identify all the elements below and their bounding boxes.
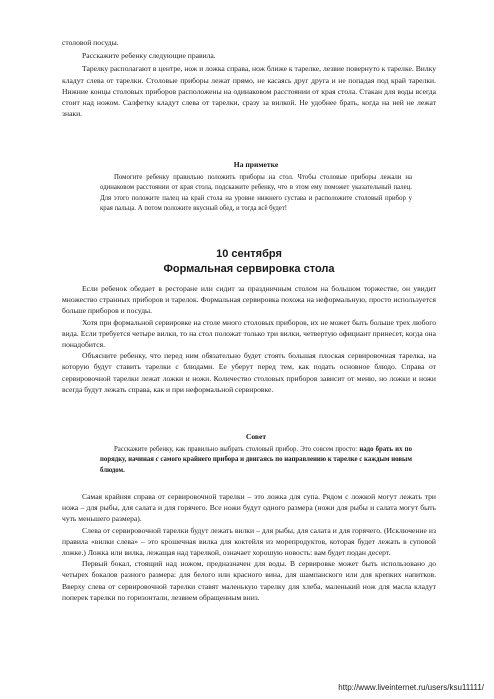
paragraph: столовой посуды. xyxy=(62,38,119,47)
section-title: Формальная сервировка стола xyxy=(163,263,335,275)
hint-box xyxy=(100,160,412,214)
paragraph: Тарелку располагают в центре, нож и ложка справа, нож ближе к тарелке, лезвие повернуто к тарелке. Вилку кладут слева от тарелки. Столовые приборы лежат прямо, не касаясь друг друга и не попадая под край тарелки. Нижние концы столовых приборов расположены на одинаковом расстоянии от края стола. Стакан для воды всегда стоит над ножом. Салфетку кладут слева от тарелки, сразу за вилкой. Не удобнее брать, когда на ней не лежат знаки. xyxy=(62,64,436,119)
advice-text-bold: надо брать их по порядку, начиная с самого крайнего прибора и двигаясь по направлению к тарелке с каждым новым блюдом. xyxy=(100,446,412,474)
bottom-text-block xyxy=(62,491,436,603)
section-date: 10 сентября xyxy=(216,248,282,260)
footer-url: http://www.liveinternet.ru/users/ksu11111/ xyxy=(338,683,484,692)
paragraph: Объясните ребенку, что перед ним обязательно будет стоять большая плоская сервировочная тарелка, на которую будут ставить тарелки с блюдами. Ее уберут перед тем, как подать основное блюдо. Справа от сервировочной тарелки лежат ложки и ножи. Количество столовых приборов зависит от меню, но ложки и ножи всегда будут лежать справа, как и при неформальной сервировке. xyxy=(62,351,436,394)
paragraph: Расскажите ребенку следующие правила. xyxy=(82,51,216,61)
advice-text: Расскажите ребенку, как правильно выбрать столовый прибор. Это совсем просто: xyxy=(114,446,358,454)
advice-box xyxy=(100,432,412,476)
main-text-block xyxy=(62,283,436,395)
hint-title: На приметке xyxy=(233,160,279,169)
top-text-block xyxy=(62,37,436,119)
paragraph: Слева от сервировочной тарелки будут лежать вилки – для рыбы, для салата и для горячего. (Исключение из правила «вилки слева» – это крошечная вилка для коктейля из морепродуктов, которая будет лежать в суповой ложке.) Ложка или вилка, лежащая над тарелкой, означает хорошую новость: вам будет подан десерт. xyxy=(62,525,436,558)
hint-text: Помогите ребенку правильно положить приборы на стол. Чтобы столовые приборы лежали на одинаковом расстоянии от края стола, подскажите ребенку, что в этом ему поможет указательный палец. Для этого положите палец на край стола на уровне нижнего сустава и расположите столовый прибор у края пальца. А потом положите вкусный обед, и тогда всё будет! xyxy=(100,174,412,212)
paragraph: Если ребенок обедает в ресторане или сидит за праздничным столом на большом торжестве, он увидит множество странных приборов и тарелок. Формальная сервировка похожа на неформальную, просто используется больше приборов и посуды. xyxy=(62,284,436,316)
paragraph: Первый бокал, стоящий над ножом, предназначен для воды. В сервировке может быть использовано до четырех бокалов разного размера: для белого или красного вина, для шампанского или для крепких напитков. Вверху слева от сервировочной тарелки ставят маленькую тарелку для хлеба, маленький нож для масла кладут поперек тарелки по горизонтали, лезвием обращенным вниз. xyxy=(62,559,436,602)
advice-title: Совет xyxy=(245,432,267,441)
paragraph: Хотя при формальной сервировке на столе много столовых приборов, их не может быть больше трех любого вида. Если требуется четыре вилки, то на стол положат только три вилки, четвертую официант принесет, когда она понадобится. xyxy=(62,317,436,350)
paragraph: Самая крайняя справа от сервировочной тарелки – это ложка для супа. Рядом с ложкой могут лежать три ножа – для рыбы, для салата и для горячего. Все ножи будут одного размера (ножи для рыбы и салата могут быть чуть меньшего размера). xyxy=(62,492,436,524)
